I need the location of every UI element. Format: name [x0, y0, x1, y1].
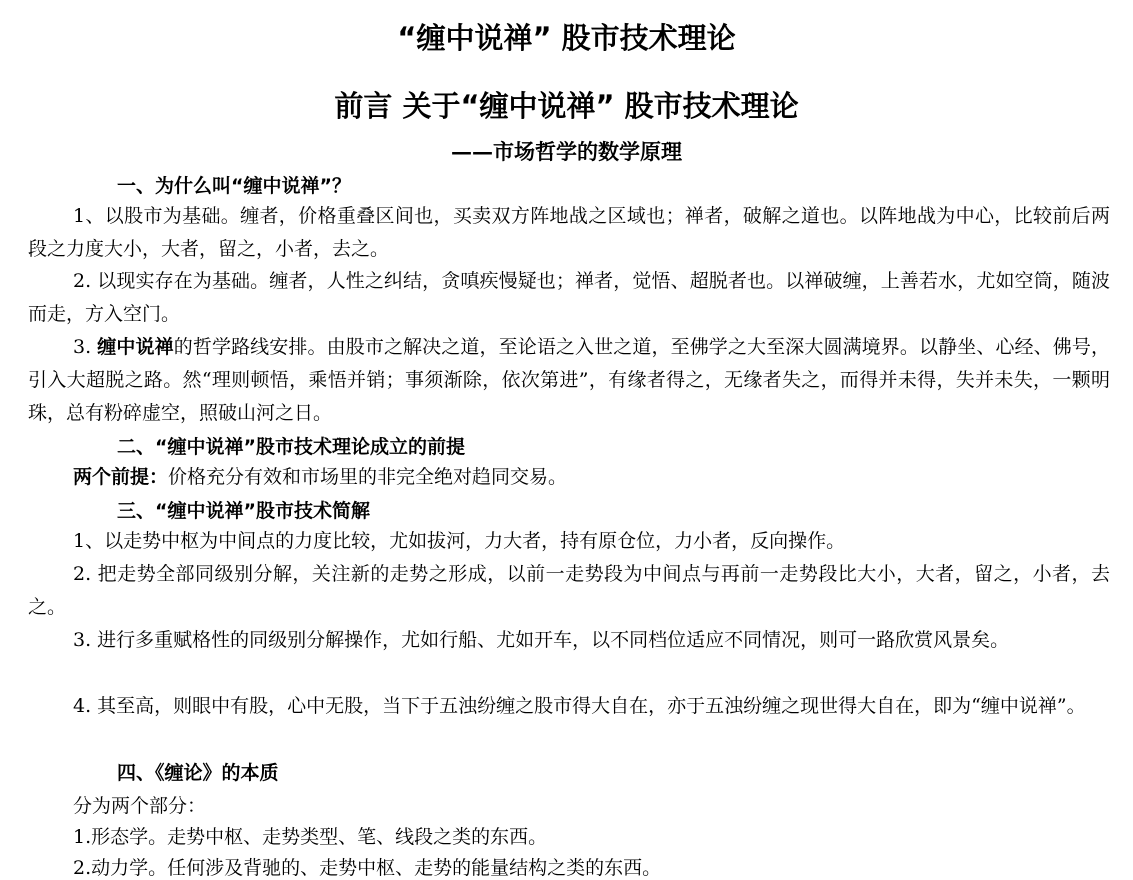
premise-text: 价格充分有效和市场里的非完全绝对趋同交易。: [168, 466, 568, 488]
section-heading-3: 三、“缠中说禅”股市技术简解: [117, 500, 370, 522]
section-4-line-2: 1.形态学。走势中枢、走势类型、笔、线段之类的东西。: [73, 826, 548, 848]
p3-text: 的哲学路线安排。由股市之解决之道，至论语之入世之道，至佛学之大至深大圆满境界。以静坐、心经、佛号，引入大超脱之路。然“理则顿悟，乘悟并销；事须渐除，依次第进”，有缘者得之，无缘者失之，而得并未得，失并未失，一颗明珠，总有粉碎虚空，照破山河之日。: [28, 336, 1110, 424]
section-4-line-3: 2.动力学。任何涉及背驰的、走势中枢、走势的能量结构之类的东西。: [73, 857, 662, 879]
section-4-line-1: 分为两个部分：: [73, 795, 207, 817]
premise-label: 两个前提：: [73, 466, 169, 488]
preface-subtitle: ——市场哲学的数学原理: [451, 139, 682, 164]
p3-bold-term: 缠中说禅: [97, 336, 174, 358]
section-heading-4: 四、《缠论》的本质: [117, 762, 279, 784]
section-1-paragraph-1: 1、以股市为基础。缠者，价格重叠区间也，买卖双方阵地战之区域也；禅者，破解之道也。以阵地战为中心，比较前后两段之力度大小，大者，留之，小者，去之。: [28, 205, 1110, 260]
section-heading-2: 二、“缠中说禅”股市技术理论成立的前提: [117, 436, 465, 458]
section-3-paragraph-4: 4. 其至高，则眼中有股，心中无股，当下于五浊纷缠之股市得大自在，亦于五浊纷缠之现世得大自在，即为“缠中说禅”。: [73, 695, 1086, 717]
p3-number: 3.: [73, 336, 98, 358]
section-3-paragraph-1: 1、以走势中枢为中间点的力度比较，尤如拔河，力大者，持有原仓位，力小者，反向操作。: [73, 530, 846, 552]
section-1-paragraph-3: [28, 331, 1110, 430]
premise-line: [73, 462, 567, 489]
section-heading-1: 一、为什么叫“缠中说禅”？: [117, 175, 351, 197]
section-3-paragraph-2: 2. 把走势全部同级别分解，关注新的走势之形成，以前一走势段为中间点与再前一走势段比大小，大者，留之，小者，去之。: [28, 563, 1110, 618]
document-title: “缠中说禅” 股市技术理论: [397, 21, 736, 55]
section-3-paragraph-3: 3. 进行多重赋格性的同级别分解操作，尤如行船、尤如开车，以不同档位适应不同情况，则可一路欣赏风景矣。: [73, 629, 1010, 651]
preface-title: 前言 关于“缠中说禅” 股市技术理论: [334, 89, 799, 123]
section-1-paragraph-2: 2. 以现实存在为基础。缠者，人性之纠结，贪嗔疾慢疑也；禅者，觉悟、超脱者也。以禅破缠，上善若水，尤如空筒，随波而走，方入空门。: [28, 270, 1110, 325]
